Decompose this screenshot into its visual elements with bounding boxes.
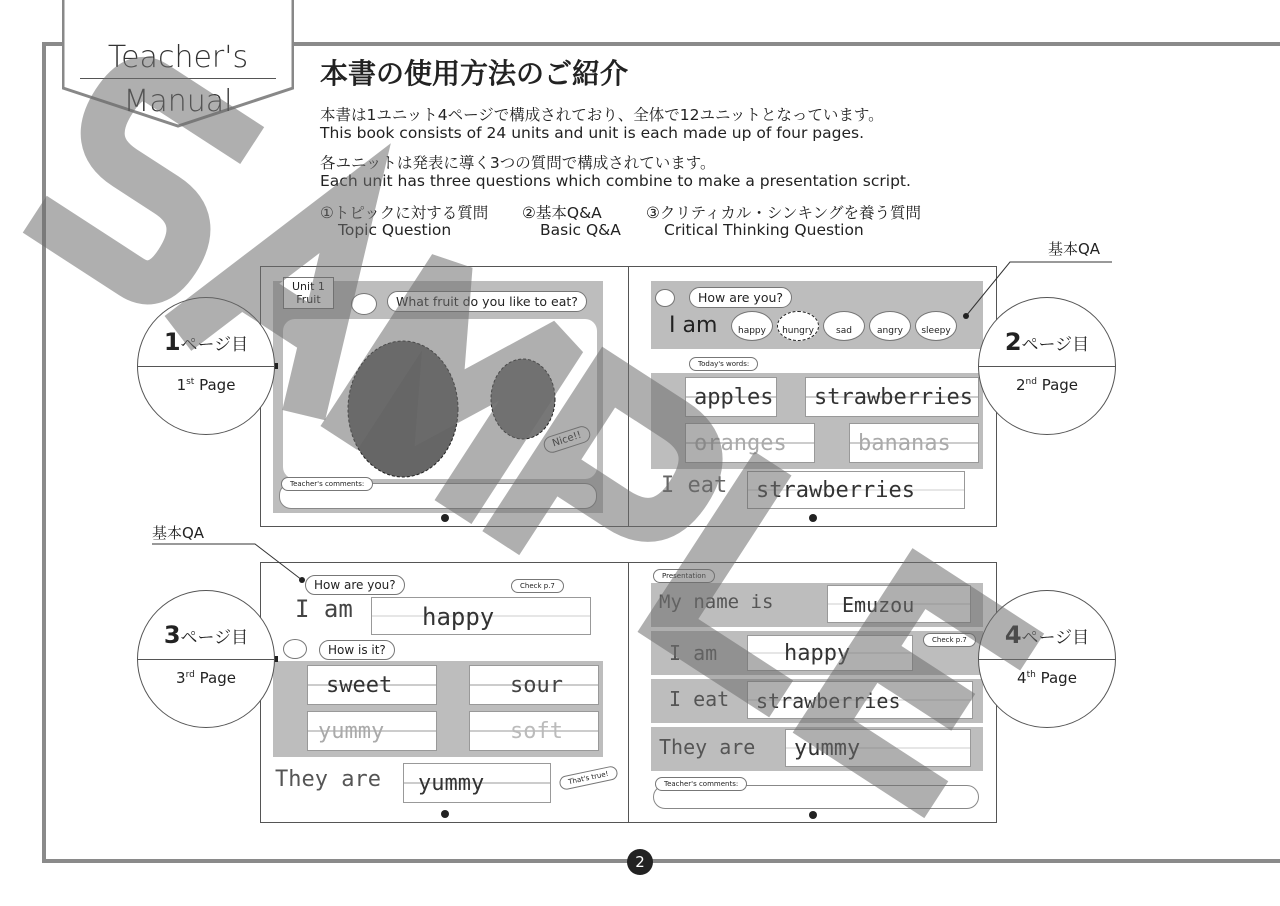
p4-row3-word: strawberries — [747, 681, 973, 719]
sentence-word: strawberries — [747, 471, 965, 509]
circle-num: 1 — [163, 328, 181, 356]
circle-num: 3 — [163, 621, 181, 649]
circle-num: 4 — [1004, 621, 1022, 649]
word-oranges: oranges — [685, 423, 815, 463]
question-3-jp: ③クリティカル・シンキングを養う質問 — [646, 204, 921, 222]
circle-jp: ページ目 — [180, 628, 249, 648]
page-number: 2 — [627, 849, 653, 875]
page1-comments-label: Teacher's comments: — [281, 477, 373, 491]
word-sweet: sweet — [307, 665, 437, 705]
page-1-circle — [137, 297, 275, 435]
word-soft: soft — [469, 711, 599, 751]
p4-row2-word: happy — [747, 635, 913, 671]
question-2-en: Basic Q&A — [540, 221, 621, 239]
circle-jp: ページ目 — [1021, 628, 1090, 648]
circle-jp: ページ目 — [1021, 335, 1090, 355]
p4-row4-word: yummy — [785, 729, 971, 767]
mood-happy: happy — [731, 311, 773, 341]
page1-question: What fruit do you like to eat? — [387, 291, 587, 312]
word-sour: sour — [469, 665, 599, 705]
unit-label: Unit 1 — [292, 280, 325, 293]
mood-sleepy: sleepy — [915, 311, 957, 341]
question-1-jp: ①トピックに対する質問 — [320, 204, 489, 222]
mood-angry: angry — [869, 311, 911, 341]
page3-question2: How is it? — [319, 640, 395, 660]
page4-check: Check p.7 — [923, 633, 976, 647]
i-am-label: I am — [669, 313, 718, 338]
mood-hungry: hungry — [777, 311, 819, 341]
intro-jp-1: 本書は1ユニット4ページで構成されており、全体で12ユニットとなっています。 — [320, 106, 884, 124]
page3-check: Check p.7 — [511, 579, 564, 593]
callout-basic-qa-bottom: 基本QA — [152, 524, 205, 542]
page3-question: How are you? — [305, 575, 405, 595]
circle-en-num: 2 — [1015, 376, 1026, 394]
todays-words-label: Today's words: — [689, 357, 758, 371]
page3-sentence-word: yummy — [403, 763, 551, 803]
topic-label: Fruit — [296, 293, 321, 306]
p4-row1-start: My name is — [659, 591, 774, 613]
word-strawberries: strawberries — [805, 377, 979, 417]
circle-sup: rd — [185, 670, 195, 680]
circle-en: Page — [199, 376, 236, 394]
circle-sup: th — [1026, 670, 1036, 680]
circle-sup: nd — [1025, 377, 1037, 387]
page-3-circle — [137, 590, 275, 728]
question-2-jp: ②基本Q&A — [522, 204, 602, 222]
tab-line2: Manual — [123, 84, 233, 119]
word-yummy: yummy — [307, 711, 437, 751]
question-3-en: Critical Thinking Question — [664, 221, 864, 239]
tab-line1: Teacher's — [107, 40, 249, 75]
intro-en-2: Each unit has three questions which combine to make a presentation script. — [320, 172, 911, 190]
intro-jp-2: 各ユニットは発表に導く3つの質問で構成されています。 — [320, 154, 716, 172]
circle-en: Page — [1041, 376, 1079, 394]
circle-en-num: 1 — [176, 376, 187, 394]
page3-sentence-start: They are — [275, 767, 381, 792]
page-4-circle — [978, 590, 1116, 728]
circle-num: 2 — [1004, 328, 1022, 356]
circle-en: Page — [1040, 669, 1077, 687]
page-title: 本書の使用方法のご紹介 — [320, 57, 629, 90]
word-apples: apples — [685, 377, 777, 417]
circle-en: Page — [199, 669, 236, 687]
p4-row2-start: I am — [669, 641, 718, 665]
circle-sup: st — [186, 377, 195, 387]
page3-i-am: I am — [295, 595, 353, 623]
page3-answer: happy — [371, 597, 591, 635]
mood-sad: sad — [823, 311, 865, 341]
circle-en-num: 3 — [176, 669, 186, 687]
intro-en-1: This book consists of 24 units and unit is each made up of four pages. — [320, 124, 865, 142]
circle-en-num: 4 — [1017, 669, 1027, 687]
p4-row3-start: I eat — [669, 687, 730, 711]
page4-comments-label: Teacher's comments: — [655, 777, 747, 791]
page-2-circle — [978, 297, 1116, 435]
p4-row4-start: They are — [659, 735, 756, 759]
presentation-label: Presentation — [653, 569, 715, 583]
question-1-en: Topic Question — [338, 221, 452, 239]
word-bananas: bananas — [849, 423, 979, 463]
thats-true-bubble: That's true! — [558, 765, 618, 791]
p4-row1-word: Emuzou — [827, 585, 971, 623]
page2-question: How are you? — [689, 287, 792, 308]
circle-jp: ページ目 — [180, 335, 249, 355]
sentence-start: I eat — [661, 473, 728, 498]
callout-basic-qa-top: 基本QA — [1048, 240, 1101, 258]
nice-bubble: Nice!! — [542, 424, 593, 455]
